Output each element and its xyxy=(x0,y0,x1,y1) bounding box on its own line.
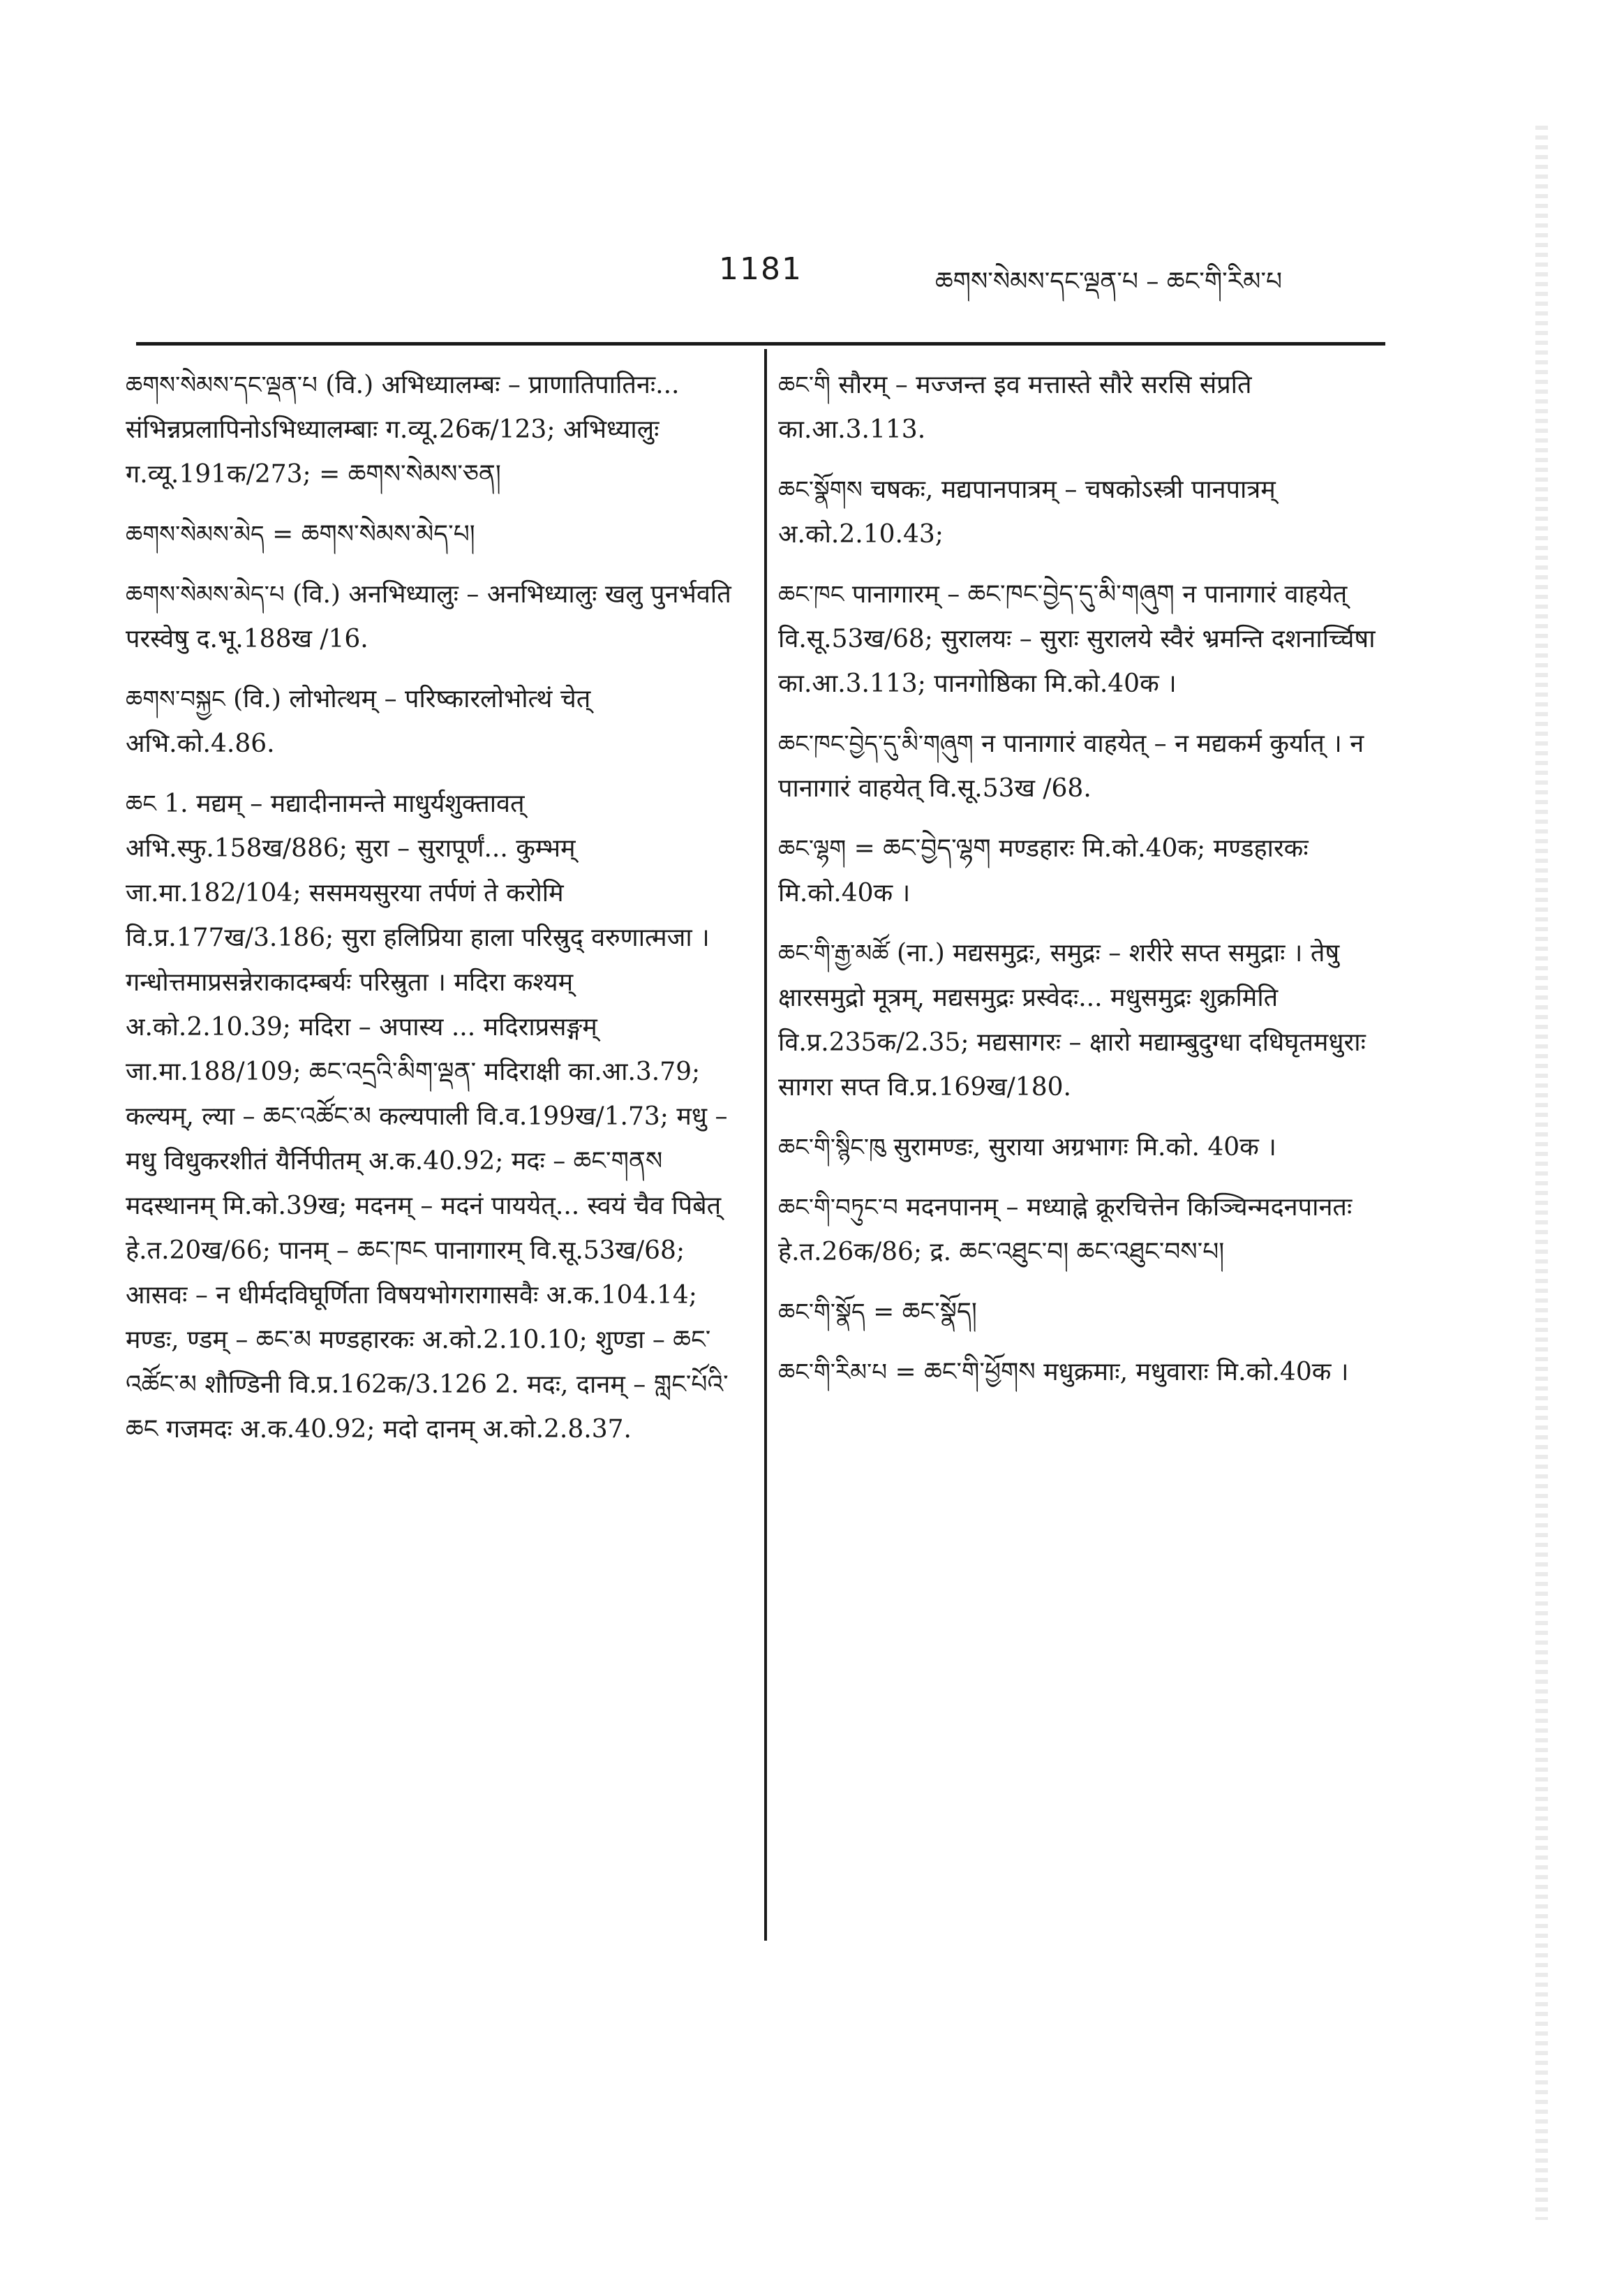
entry-body: पानागारम् – ཆང་ཁང་བྱེད་དུ་མི་གཞུག न पानागारं वाहयेत् वि.सू.53ख/68; सुरालयः – सुराः सुरालये स्वैरं भ्रमन्ति दशनार्च्चिषा का.आ.3.113; पानगोष्ठिका मि.को.40क । xyxy=(778,580,1376,698)
dictionary-entry xyxy=(778,827,1392,916)
entry-body: सौरम् – मज्जन्त इव मत्तास्ते सौरे सरसि संप्रति का.आ.3.113. xyxy=(778,371,1252,444)
entry-body: (वि.) लोभोत्थम् – परिष्कारलोभोत्थं चेत् अभि.को.4.86. xyxy=(126,685,591,758)
entry-headword: ཆང xyxy=(126,790,156,818)
entry-body: = ཆགས་སེམས་མེད་པ། xyxy=(272,520,475,549)
entry-headword: ཆང་གི་རྒྱ་མཚོ xyxy=(778,940,889,968)
dictionary-entry xyxy=(778,1350,1392,1395)
entry-headword: ཆང་གི་བཏུང་བ xyxy=(778,1194,898,1222)
entry-body: = ཆང་སྣོད། xyxy=(873,1298,977,1326)
dictionary-entry xyxy=(126,572,740,662)
dictionary-entry xyxy=(126,782,740,1452)
entry-headword: ཆང་ལྷག xyxy=(778,835,847,863)
entry-body: (वि.) अनभिध्यालुः – अनभिध्यालुः खलु पुनर्भवति परस्वेषु द.भू.188ख /16. xyxy=(126,580,731,653)
entry-headword: ཆང་གི་རིམ་པ xyxy=(778,1358,888,1386)
entry-headword: ཆགས་བསྐྱང xyxy=(126,686,225,713)
entry-body: (वि.) अभिध्यालम्बः – प्राणातिपातिनः... संभिन्नप्रलापिनोऽभिध्यालम्बाः ग.व्यू.26क/123; अभिध्यालुः ग.व्यू.191क/273; = ཆགས་སེམས་ཅན། xyxy=(126,371,680,489)
entry-headword: ཆང་གི་སྣོད xyxy=(778,1298,865,1326)
entry-body: मदनपानम् – मध्याह्ने क्रूरचित्तेन किञ्चिन्मदनपानतः हे.त.26क/86; द्र. ཆང་འཐུང་བ། ཆང་འཐུང་བས་པ། xyxy=(778,1193,1353,1266)
entry-headword: ཆང་ཁང xyxy=(778,581,844,609)
entry-body: चषकः, मद्यपानपात्रम् – चषकोऽस्त्री पानपात्रम् अ.को.2.10.43; xyxy=(778,475,1276,549)
dictionary-entry xyxy=(778,1290,1392,1335)
running-head: ཆགས་སེམས་དང་ལྡན་པ – ཆང་གི་རིམ་པ xyxy=(935,267,1283,296)
entry-headword: ཆགས་སེམས་མེད་པ xyxy=(126,581,285,609)
page-number: 1181 xyxy=(719,251,803,287)
entry-headword: ཆགས་སེམས་མེད xyxy=(126,521,265,549)
right-column xyxy=(778,363,1392,1410)
entry-headword: ཆང་གི xyxy=(778,371,830,399)
dictionary-entry xyxy=(778,468,1392,557)
entry-body: न पानागारं वाहयेत् – न मद्यकर्म कुर्यात् । न पानागारं वाहयेत् वि.सू.53ख /68. xyxy=(778,729,1364,803)
header-rule xyxy=(136,342,1385,346)
entry-headword: ཆང་ཁང་བྱེད་དུ་མི་གཞུག xyxy=(778,730,974,758)
dictionary-entry xyxy=(126,512,740,557)
left-column xyxy=(126,363,740,1467)
dictionary-entry xyxy=(126,677,740,766)
entry-body: 1. मद्यम् – मद्यादीनामन्ते माधुर्यशुक्तावत् अभि.स्फु.158ख/886; सुरा – सुरापूर्णं... कुम्भम् जा.मा.182/104; ससमयसुरया तर्पणं ते करोमि वि.प्र.177ख/3.186; सुरा हलिप्रिया हाला परिस्रुद् वरुणात्मजा । गन्धोत्तमाप्रसन्नेराकादम्बर्यः परिस्रुता । मदिरा कश्यम् अ.को.2.10.39; मदिरा – अपास्य ... मदिराप्रसङ्गम् जा.मा.188/109; ཆང་འདྲའི་མིག་ལྡན་ मदिराक्षी का.आ.3.79; कल्यम्, ल्या – ཆང་འཚོང་མ कल्यपाली वि.व.199ख/1.73; मधु – मधु विधुकरशीतं यैर्निपीतम् अ.क.40.92; मदः – ཆང་གནས मदस्थानम् मि.को.39ख; मदनम् – मदनं पाययेत्... स्वयं चैव पिबेत् हे.त.20ख/66; पानम् – ཆང་ཁང पानागारम् वि.सू.53ख/68; आसवः – न धीर्मदविघूर्णिता विषयभोगरागासवैः अ.क.104.14; मण्डः, ण्डम् – ཆང་མ मण्डहारकः अ.को.2.10.10; शुण्डा – ཆང་འཚོང་མ शौण्डिनी वि.प्र.162क/3.126 2. मदः, दानम् – གླང་པོའི་ཆང गजमदः अ.क.40.92; मदो दानम् अ.को.2.8.37. xyxy=(126,790,729,1444)
entry-headword: ཆང་གི་སྙིང་ཁུ xyxy=(778,1134,886,1162)
entry-body: (ना.) मद्यसमुद्रः, समुद्रः – शरीरे सप्त समुद्राः । तेषु क्षारसमुद्रो मूत्रम्, मद्यसमुद्रः प्रस्वेदः... मधुसमुद्रः शुक्रमिति वि.प्र.235क/2.35; मद्यसागरः – क्षारो मद्याम्बुदुग्धा दधिघृतमधुराः सागरा सप्त वि.प्र.169ख/180. xyxy=(778,939,1366,1102)
dictionary-entry xyxy=(778,931,1392,1110)
column-divider xyxy=(764,349,767,1941)
entry-body: = ཆང་གི་ཕྱོགས मधुक्रमाः, मधुवाराः मि.को.40क । xyxy=(895,1358,1349,1386)
dictionary-entry xyxy=(126,363,740,497)
entry-body: = ཆང་བྱེད་ལྷག मण्डहारः मि.को.40क; मण्डहारकः मि.को.40क । xyxy=(778,834,1309,908)
dictionary-entry xyxy=(778,363,1392,452)
dictionary-entry xyxy=(778,1125,1392,1170)
dictionary-entry xyxy=(778,1185,1392,1275)
dictionary-entry xyxy=(778,572,1392,706)
entry-body: सुरामण्डः, सुराया अग्रभागः मि.को. 40क । xyxy=(893,1133,1276,1162)
dictionary-entry xyxy=(778,722,1392,811)
entry-headword: ཆགས་སེམས་དང་ལྡན་པ xyxy=(126,371,318,399)
entry-headword: ཆང་སྣོགས xyxy=(778,476,863,504)
scan-edge-artifact xyxy=(1535,126,1548,2220)
